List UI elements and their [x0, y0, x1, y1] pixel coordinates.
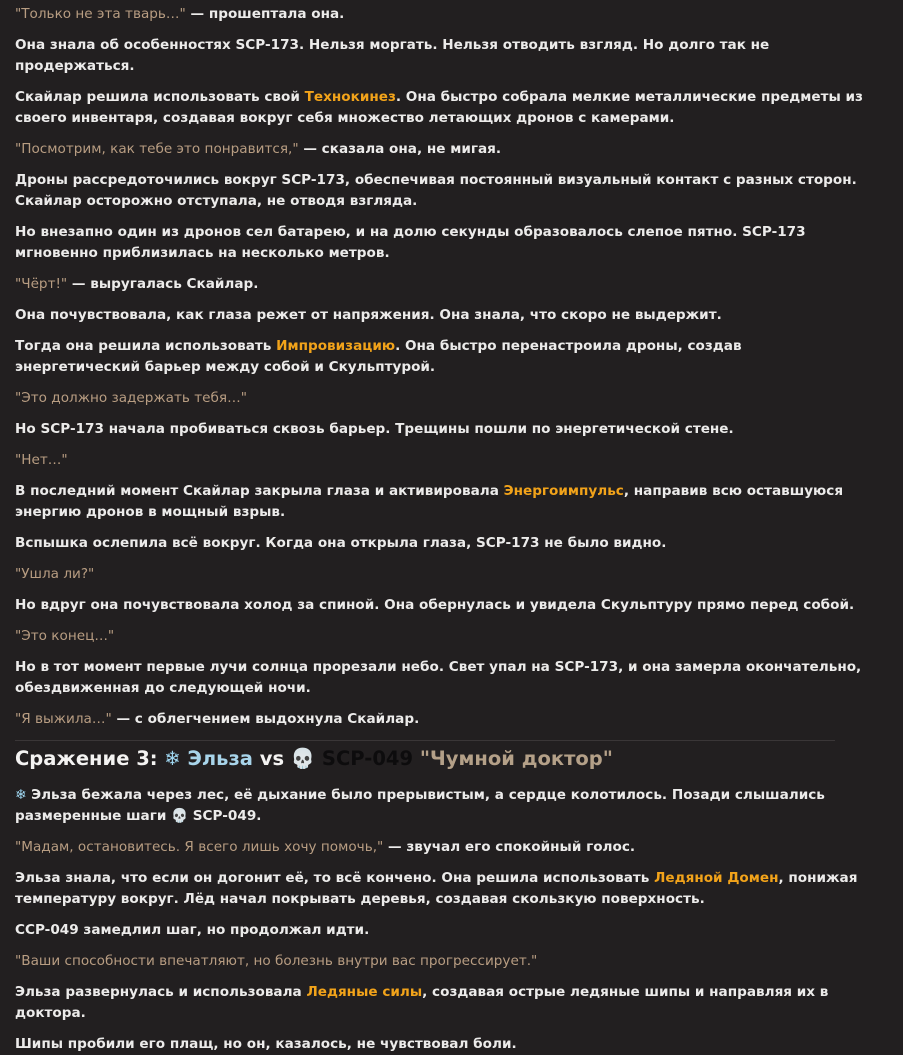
narration: , понижая температуру вокруг. Лёд начал покрывать деревья, создавая скользкую поверхность.: [15, 870, 858, 907]
paragraph: [15, 481, 867, 523]
paragraph: [15, 785, 867, 827]
paragraph: [15, 4, 867, 25]
paragraph: [15, 87, 867, 129]
paragraph: [15, 139, 867, 160]
dialogue-quote: "Я выжила…": [15, 711, 112, 727]
dialogue-quote: "Мадам, остановитесь. Я всего лишь хочу помочь,": [15, 839, 384, 855]
paragraph: CCP-049 замедлил шаг, но продолжал идти.: [15, 922, 370, 938]
narration: — сказала она, не мигая.: [298, 141, 502, 157]
dialogue-quote: "Нет…": [15, 452, 68, 468]
skull-icon: 💀: [290, 747, 316, 770]
narration: В последний момент Скайлар закрыла глаза и активировала: [15, 483, 504, 499]
narration: Эльза развернулась и использовала: [15, 984, 307, 1000]
versus-label: vs: [252, 747, 291, 770]
narration: , создавая острые ледяные шипы и направляя их в доктора.: [15, 984, 829, 1021]
narration: — прошептала она.: [185, 6, 345, 22]
fighter-nickname: "Чумной доктор": [419, 747, 613, 770]
narration: — с облегчением выдохнула Скайлар.: [111, 711, 420, 727]
narration: . Она быстро собрала мелкие металлические предметы из своего инвентаря, создавая вокруг себя множество летающих дронов с камерами.: [15, 89, 863, 126]
paragraph: [15, 837, 867, 858]
narration: Скайлар решила использовать свой: [15, 89, 305, 105]
skull-icon: 💀: [171, 808, 189, 824]
narration: SCP-049.: [188, 808, 262, 824]
ability-link-improvisation[interactable]: Импровизацию: [276, 338, 396, 354]
ability-link-ice-powers[interactable]: Ледяные силы: [306, 984, 423, 1000]
battle-heading-prefix: Сражение 3:: [15, 747, 165, 770]
dialogue-quote: "Это должно задержать тебя…": [15, 390, 247, 406]
paragraph: Но SCP-173 начала пробиваться сквозь барьер. Трещины пошли по энергетической стене.: [15, 421, 734, 437]
narration: Эльза знала, что если он догонит её, то всё кончено. Она решила использовать: [15, 870, 655, 886]
ability-link-energy-pulse[interactable]: Энергоимпульс: [503, 483, 624, 499]
fighter-elsa: Эльза: [187, 747, 253, 770]
narration: , направив всю оставшуюся энергию дронов в мощный взрыв.: [15, 483, 844, 520]
paragraph: Но в тот момент первые лучи солнца прорезали небо. Свет упал на SCP-173, и она замерла окончательно, обездвиженная до следующей ночи.: [15, 659, 862, 696]
snowflake-icon: ❄: [164, 747, 181, 770]
paragraph: [15, 868, 867, 910]
paragraph: Но внезапно один из дронов сел батарею, и на долю секунды образовалось слепое пятно. SCP-173 мгновенно приблизилась на несколько метров.: [15, 224, 806, 261]
paragraph: Она знала об особенностях SCP-173. Нельзя моргать. Нельзя отводить взгляд. Но долго так не продержаться.: [15, 37, 770, 74]
paragraph: Шипы пробили его плащ, но он, казалось, не чувствовал боли.: [15, 1036, 517, 1052]
paragraph: [15, 709, 867, 730]
paragraph: [15, 274, 867, 295]
ability-link-ice-domain[interactable]: Ледяной Домен: [654, 870, 779, 886]
snowflake-icon: ❄: [15, 787, 27, 803]
dialogue-quote: "Только не эта тварь…": [15, 6, 186, 22]
dialogue-quote: "Ваши способности впечатляют, но болезнь внутри вас прогрессирует.": [15, 953, 538, 969]
narration: — выругалась Скайлар.: [67, 276, 259, 292]
paragraph: Она почувствовала, как глаза режет от напряжения. Она знала, что скоро не выдержит.: [15, 307, 722, 323]
dialogue-quote: "Чёрт!": [15, 276, 68, 292]
dialogue-quote: "Посмотрим, как тебе это понравится,": [15, 141, 299, 157]
paragraph: Вспышка ослепила всё вокруг. Когда она открыла глаза, SCP-173 не было видно.: [15, 535, 667, 551]
paragraph: [15, 336, 867, 378]
ability-link-technokinesis[interactable]: Технокинез: [304, 89, 396, 105]
paragraph: Дроны рассредоточились вокруг SCP-173, обеспечивая постоянный визуальный контакт с разных сторон. Скайлар осторожно отступала, не отводя взгляда.: [15, 172, 857, 209]
narration: Эльза бежала через лес, её дыхание было прерывистым, а сердце колотилось. Позади слышались размеренные шаги: [15, 787, 825, 824]
paragraph: Но вдруг она почувствовала холод за спиной. Она обернулась и увидела Скульптуру прямо перед собой.: [15, 597, 855, 613]
dialogue-quote: "Ушла ли?": [15, 566, 95, 582]
narration: — звучал его спокойный голос.: [383, 839, 636, 855]
dialogue-quote: "Это конец…": [15, 628, 115, 644]
battle-heading: [15, 745, 867, 773]
paragraph: [15, 982, 867, 1024]
narration: . Она быстро перенастроила дроны, создав энергетический барьер между собой и Скульптурой.: [15, 338, 742, 375]
section-divider: [15, 740, 835, 741]
fighter-scp-049: SCP-049: [321, 747, 414, 770]
narration: Тогда она решила использовать: [15, 338, 277, 354]
